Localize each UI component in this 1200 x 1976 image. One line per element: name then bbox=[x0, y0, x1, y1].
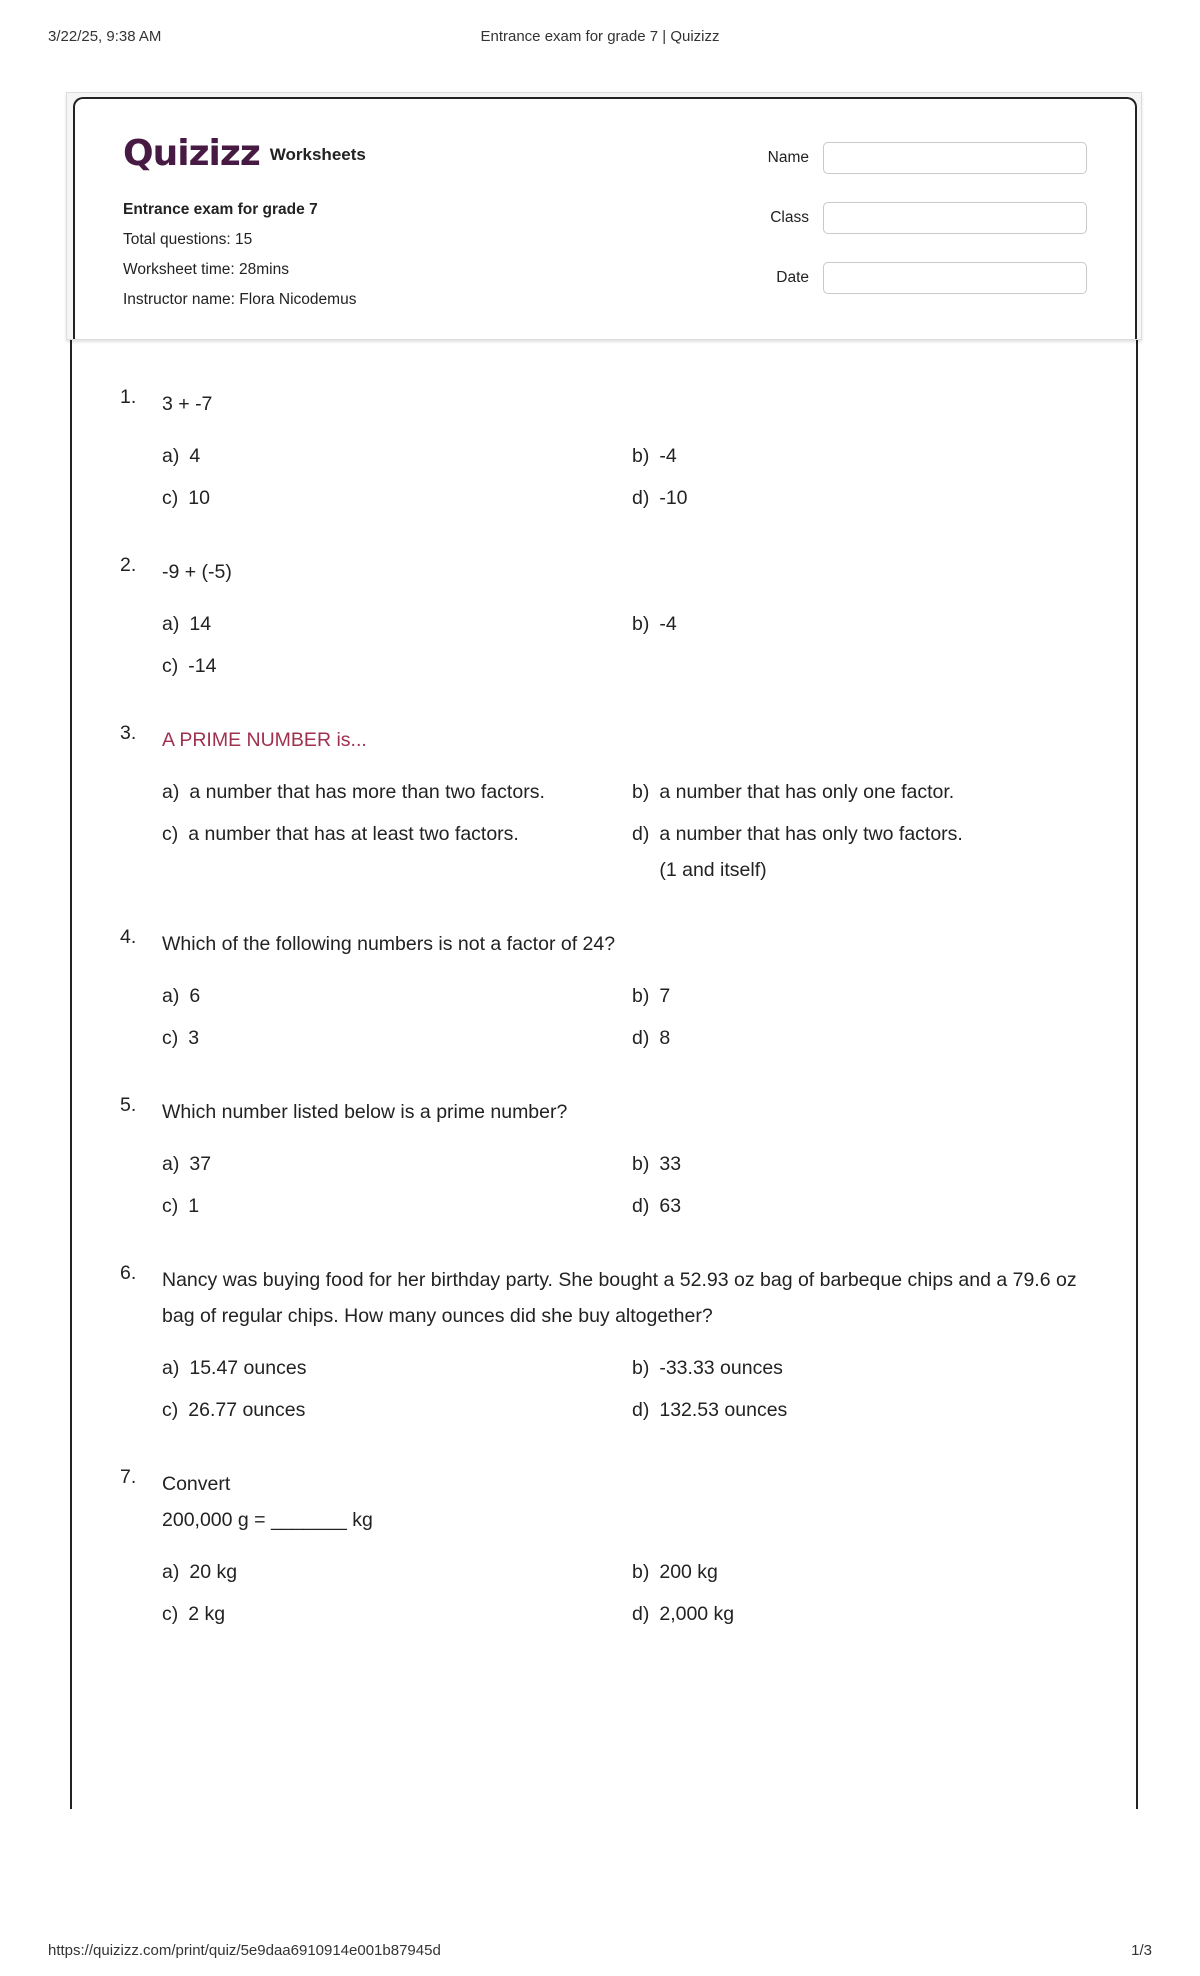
question-number: 2. bbox=[120, 554, 137, 576]
option-letter: d) bbox=[632, 1603, 650, 1625]
question-text: Which number listed below is a prime number? bbox=[162, 1101, 568, 1123]
option-letter: d) bbox=[632, 1399, 650, 1421]
answer-option bbox=[632, 780, 1102, 804]
option-body bbox=[188, 1194, 199, 1218]
answer-option bbox=[162, 444, 632, 468]
answer-option bbox=[162, 1026, 632, 1050]
name-label: Name bbox=[767, 149, 809, 166]
option-letter: b) bbox=[632, 1561, 650, 1583]
question-3 bbox=[120, 722, 1100, 882]
question-list bbox=[120, 386, 1100, 1670]
print-url: https://quizizz.com/print/quiz/5e9daa6910914e001b87945d bbox=[48, 1942, 441, 1959]
option-letter: a) bbox=[162, 445, 180, 467]
total-questions: Total questions: 15 bbox=[123, 231, 253, 248]
option-body bbox=[188, 1026, 199, 1050]
option-body bbox=[188, 654, 216, 678]
answer-option bbox=[632, 984, 1102, 1008]
option-letter: c) bbox=[162, 823, 179, 845]
worksheet-time: Worksheet time: 28mins bbox=[123, 261, 289, 278]
option-text: 200 kg bbox=[659, 1561, 718, 1583]
answer-option bbox=[162, 654, 632, 678]
answer-option bbox=[632, 486, 1102, 510]
option-body bbox=[659, 984, 670, 1008]
question-number: 4. bbox=[120, 926, 137, 948]
print-title: Entrance exam for grade 7 | Quizizz bbox=[480, 28, 720, 45]
question-number: 5. bbox=[120, 1094, 137, 1116]
option-text: 14 bbox=[189, 613, 212, 635]
option-body bbox=[659, 822, 963, 882]
option-text: 2 kg bbox=[188, 1603, 226, 1625]
option-letter: c) bbox=[162, 1399, 179, 1421]
class-field[interactable] bbox=[823, 202, 1087, 234]
answer-option bbox=[632, 1560, 1102, 1584]
date-label: Date bbox=[776, 269, 809, 286]
option-text: 3 bbox=[188, 1027, 200, 1049]
worksheet-header-panel bbox=[66, 92, 1142, 340]
option-letter: c) bbox=[162, 1195, 179, 1217]
option-body bbox=[659, 1152, 681, 1176]
option-text: 8 bbox=[659, 1027, 671, 1049]
question-4 bbox=[120, 926, 1100, 1050]
option-letter: c) bbox=[162, 487, 179, 509]
question-number: 6. bbox=[120, 1262, 137, 1284]
question-7 bbox=[120, 1466, 1100, 1626]
option-body bbox=[189, 780, 545, 804]
option-text: a number that has more than two factors. bbox=[189, 781, 545, 803]
option-letter: b) bbox=[632, 1357, 650, 1379]
option-body bbox=[188, 1398, 305, 1422]
option-body bbox=[659, 1194, 681, 1218]
question-number: 7. bbox=[120, 1466, 137, 1488]
answer-option bbox=[632, 1026, 1102, 1050]
option-text: 20 kg bbox=[189, 1561, 238, 1583]
answer-options bbox=[162, 1560, 1100, 1626]
question-text: 3 + -7 bbox=[162, 393, 213, 415]
answer-option bbox=[632, 822, 1102, 882]
question-text: A PRIME NUMBER is... bbox=[162, 729, 367, 751]
answer-option bbox=[162, 612, 632, 636]
option-body bbox=[189, 1152, 211, 1176]
class-row bbox=[747, 201, 1087, 235]
answer-option bbox=[632, 1356, 1102, 1380]
option-body bbox=[659, 612, 676, 636]
option-letter: c) bbox=[162, 1603, 179, 1625]
option-letter: a) bbox=[162, 613, 180, 635]
option-text: -33.33 ounces bbox=[659, 1357, 783, 1379]
question-number: 1. bbox=[120, 386, 137, 408]
option-text: 2,000 kg bbox=[659, 1603, 735, 1625]
answer-option bbox=[632, 1398, 1102, 1422]
question-text: Which of the following numbers is not a factor of 24? bbox=[162, 933, 616, 955]
option-body bbox=[659, 1560, 718, 1584]
option-letter: a) bbox=[162, 781, 180, 803]
print-footer bbox=[48, 1942, 1152, 1962]
answer-option bbox=[632, 444, 1102, 468]
option-body bbox=[659, 1602, 734, 1626]
option-letter: a) bbox=[162, 985, 180, 1007]
question-text-line-2: 200,000 g = _______ kg bbox=[162, 1509, 373, 1531]
option-text: 26.77 ounces bbox=[188, 1399, 306, 1421]
answer-option bbox=[162, 486, 632, 510]
option-text: 4 bbox=[189, 445, 201, 467]
class-label: Class bbox=[770, 209, 809, 226]
answer-option bbox=[632, 1152, 1102, 1176]
option-body bbox=[188, 1602, 225, 1626]
answer-option bbox=[162, 1152, 632, 1176]
option-body bbox=[189, 444, 200, 468]
option-letter: d) bbox=[632, 1027, 650, 1049]
option-letter: b) bbox=[632, 985, 650, 1007]
worksheet-header bbox=[73, 97, 1137, 339]
option-text: a number that has only one factor. bbox=[659, 781, 955, 803]
option-letter: d) bbox=[632, 487, 650, 509]
option-body bbox=[189, 984, 200, 1008]
option-text: 33 bbox=[659, 1153, 682, 1175]
option-body bbox=[659, 1026, 670, 1050]
option-text: 7 bbox=[659, 985, 671, 1007]
answer-option bbox=[162, 780, 632, 804]
option-letter: b) bbox=[632, 613, 650, 635]
name-field[interactable] bbox=[823, 142, 1087, 174]
answer-option bbox=[162, 1194, 632, 1218]
option-body bbox=[659, 486, 687, 510]
question-1 bbox=[120, 386, 1100, 510]
worksheet-meta bbox=[123, 195, 356, 315]
option-text: -14 bbox=[188, 655, 217, 677]
date-field[interactable] bbox=[823, 262, 1087, 294]
answer-options bbox=[162, 1152, 1100, 1218]
option-letter: a) bbox=[162, 1357, 180, 1379]
answer-option bbox=[162, 984, 632, 1008]
question-text: -9 + (-5) bbox=[162, 561, 232, 583]
option-text: -4 bbox=[659, 613, 677, 635]
print-header bbox=[48, 28, 1152, 48]
answer-options bbox=[162, 444, 1100, 510]
question-number: 3. bbox=[120, 722, 137, 744]
question-5 bbox=[120, 1094, 1100, 1218]
question-text: Nancy was buying food for her birthday party. She bought a 52.93 oz bag of barbeque chips and a 79.6 oz bag of regular chips. How many ounces did she buy altogether? bbox=[162, 1269, 1077, 1327]
option-text: 37 bbox=[189, 1153, 212, 1175]
student-fields bbox=[747, 141, 1087, 321]
logo-subtitle: Worksheets bbox=[269, 145, 366, 164]
answer-option bbox=[632, 612, 1102, 636]
question-6 bbox=[120, 1262, 1100, 1422]
option-text: 63 bbox=[659, 1195, 682, 1217]
option-body bbox=[189, 1356, 306, 1380]
answer-option bbox=[162, 1356, 632, 1380]
option-text: 1 bbox=[188, 1195, 200, 1217]
option-text: 15.47 ounces bbox=[189, 1357, 307, 1379]
option-body bbox=[659, 780, 954, 804]
option-text: -4 bbox=[659, 445, 677, 467]
option-body bbox=[189, 1560, 237, 1584]
option-body bbox=[188, 822, 519, 882]
option-letter: c) bbox=[162, 1027, 179, 1049]
option-note: (1 and itself) bbox=[659, 859, 767, 881]
answer-options bbox=[162, 612, 1100, 678]
answer-option bbox=[162, 1398, 632, 1422]
worksheet-title: Entrance exam for grade 7 bbox=[123, 201, 318, 218]
worksheet-sheet bbox=[70, 94, 1138, 1809]
option-body bbox=[659, 1356, 783, 1380]
option-letter: b) bbox=[632, 445, 650, 467]
option-letter: d) bbox=[632, 823, 650, 845]
option-text: 10 bbox=[188, 487, 210, 509]
option-text: -10 bbox=[659, 487, 688, 509]
option-letter: c) bbox=[162, 655, 179, 677]
option-body bbox=[659, 1398, 787, 1422]
instructor-name: Instructor name: Flora Nicodemus bbox=[123, 291, 357, 308]
option-body bbox=[189, 612, 211, 636]
page-number: 1/3 bbox=[1131, 1942, 1152, 1959]
answer-options bbox=[162, 780, 1100, 882]
date-row bbox=[747, 261, 1087, 295]
option-letter: a) bbox=[162, 1153, 180, 1175]
option-text: a number that has at least two factors. bbox=[188, 823, 519, 845]
answer-option bbox=[632, 1194, 1102, 1218]
option-letter: d) bbox=[632, 1195, 650, 1217]
answer-option bbox=[632, 1602, 1102, 1626]
option-letter: b) bbox=[632, 1153, 650, 1175]
option-text: 132.53 ounces bbox=[659, 1399, 788, 1421]
option-letter: a) bbox=[162, 1561, 180, 1583]
option-body bbox=[659, 444, 676, 468]
logo-wordmark: Quizizz bbox=[123, 132, 260, 174]
answer-option bbox=[162, 822, 632, 882]
answer-options bbox=[162, 1356, 1100, 1422]
option-body bbox=[188, 486, 210, 510]
question-text: Convert bbox=[162, 1473, 231, 1495]
answer-option bbox=[162, 1602, 632, 1626]
option-letter: b) bbox=[632, 781, 650, 803]
quizizz-logo bbox=[123, 133, 366, 173]
answer-options bbox=[162, 984, 1100, 1050]
answer-option bbox=[162, 1560, 632, 1584]
question-2 bbox=[120, 554, 1100, 678]
option-text: 6 bbox=[189, 985, 201, 1007]
option-text: a number that has only two factors. bbox=[659, 823, 963, 845]
name-row bbox=[747, 141, 1087, 175]
print-datetime: 3/22/25, 9:38 AM bbox=[48, 28, 162, 45]
